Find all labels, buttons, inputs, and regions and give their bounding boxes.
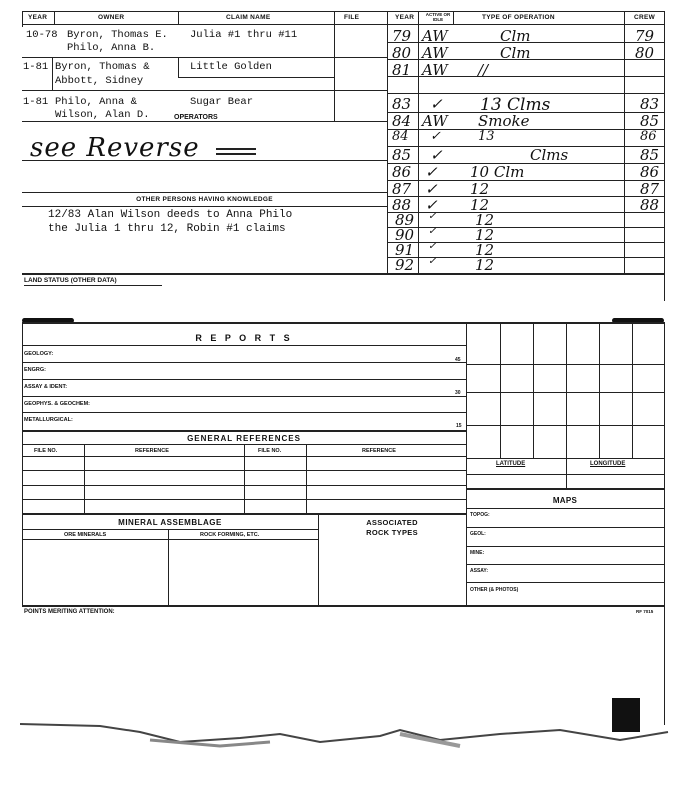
owner-row-2-year: 1-81 xyxy=(23,61,49,73)
rock-types-label: ROCK TYPES xyxy=(366,528,418,537)
owner-row-2-owner-2: Abbott, Sidney xyxy=(55,75,144,87)
report-metallurgical-num: 15 xyxy=(456,423,462,429)
op-status-10: ✓ xyxy=(425,196,438,214)
op-crew-7: 85 xyxy=(640,146,660,164)
op-year-7: 85 xyxy=(392,146,412,164)
op-year-12: 90 xyxy=(395,226,415,244)
points-meriting-label: POINTS MERITING ATTENTION: xyxy=(24,609,115,615)
op-crew-9: 87 xyxy=(640,180,660,198)
header-file: FILE xyxy=(344,14,360,21)
report-engrg-label: ENGRG: xyxy=(24,367,46,373)
scan-noise-strip xyxy=(20,712,670,762)
maps-geol-label: GEOL: xyxy=(470,531,486,537)
op-type-3: // xyxy=(478,61,489,79)
op-type-1: Clm xyxy=(500,27,531,45)
ref-col-file-no-1: FILE NO. xyxy=(34,448,58,454)
op-type-6: 13 xyxy=(478,129,495,144)
op-crew-8: 86 xyxy=(640,163,660,181)
op-type-7: Clms xyxy=(530,146,569,164)
op-status-4: ✓ xyxy=(430,95,443,113)
maps-title: MAPS xyxy=(552,496,578,505)
report-assay-label: ASSAY & IDENT: xyxy=(24,384,68,390)
latitude-label: LATITUDE xyxy=(496,461,526,467)
report-geology-label: GEOLOGY: xyxy=(24,351,54,357)
owner-row-3-year: 1-81 xyxy=(23,96,49,108)
op-year-11: 89 xyxy=(395,211,415,229)
op-crew-1: 79 xyxy=(635,27,655,45)
op-type-9: 12 xyxy=(470,180,490,198)
op-year-14: 92 xyxy=(395,256,415,274)
report-assay-num: 30 xyxy=(455,390,461,396)
op-crew-10: 88 xyxy=(640,196,660,214)
associated-label: ASSOCIATED xyxy=(366,518,418,527)
op-crew-5: 85 xyxy=(640,112,660,130)
header-active-idle: ACTIVE OR IDLE xyxy=(425,12,451,22)
op-year-13: 91 xyxy=(395,241,415,259)
op-type-4: 13 Clms xyxy=(480,95,551,115)
owner-row-3-owner-2: Wilson, Alan D. xyxy=(55,109,150,121)
op-status-14: ✓ xyxy=(428,256,437,267)
maps-assay-label: ASSAY: xyxy=(470,568,489,574)
op-type-2: Clm xyxy=(500,44,531,62)
form-number: RF 7015 xyxy=(636,609,654,614)
header-claim-name: CLAIM NAME xyxy=(226,14,271,21)
owner-row-1-owner-2: Philo, Anna B. xyxy=(67,42,156,54)
header-year-ops: YEAR xyxy=(395,14,415,21)
owner-row-1-owner: Byron, Thomas E. xyxy=(67,29,168,41)
op-type-5: Smoke xyxy=(478,112,530,130)
op-type-14: 12 xyxy=(475,256,495,274)
op-year-6: 84 xyxy=(392,129,409,144)
op-year-2: 80 xyxy=(392,44,412,62)
op-year-10: 88 xyxy=(392,196,412,214)
op-status-12: ✓ xyxy=(428,226,437,237)
header-year: YEAR xyxy=(28,14,48,21)
report-geology-num: 45 xyxy=(455,357,461,363)
op-crew-4: 83 xyxy=(640,95,660,113)
op-year-4: 83 xyxy=(392,95,412,113)
op-crew-6: 86 xyxy=(640,129,657,144)
op-status-11: ✓ xyxy=(428,211,437,222)
rock-forming-label: ROCK FORMING, ETC. xyxy=(200,532,260,538)
op-type-8: 10 Clm xyxy=(470,163,525,181)
maps-topog-label: TOPOG: xyxy=(470,512,490,518)
op-type-12: 12 xyxy=(475,226,495,244)
owner-row-3-owner: Philo, Anna & xyxy=(55,96,137,108)
see-reverse-note: see Reverse xyxy=(30,133,200,163)
op-status-1: AW xyxy=(422,27,448,45)
reports-title: R E P O R T S xyxy=(195,333,293,343)
ore-minerals-label: ORE MINERALS xyxy=(64,532,107,538)
ref-col-file-no-2: FILE NO. xyxy=(258,448,282,454)
ref-col-reference-1: REFERENCE xyxy=(135,448,169,454)
op-type-11: 12 xyxy=(475,211,495,229)
maps-other-label: OTHER (& PHOTOS) xyxy=(470,587,519,593)
op-year-1: 79 xyxy=(392,27,412,45)
owner-row-2-owner: Byron, Thomas & xyxy=(55,61,150,73)
report-geophys-label: GEOPHYS. & GEOCHEM: xyxy=(24,401,91,407)
header-crew: CREW xyxy=(634,14,656,21)
op-status-7: ✓ xyxy=(430,146,443,164)
op-year-8: 86 xyxy=(392,163,412,181)
op-status-9: ✓ xyxy=(425,180,438,198)
op-status-2: AW xyxy=(422,44,448,62)
maps-mine-label: MINE: xyxy=(470,550,485,556)
op-status-8: ✓ xyxy=(425,163,438,181)
report-metallurgical-label: METALLURGICAL: xyxy=(24,417,73,423)
owner-row-2-claim: Little Golden xyxy=(190,61,272,73)
op-status-13: ✓ xyxy=(428,241,437,252)
header-type-of-operation: TYPE OF OPERATION xyxy=(482,14,555,21)
op-type-13: 12 xyxy=(475,241,495,259)
general-references-title: GENERAL REFERENCES xyxy=(187,434,301,443)
mineral-assemblage-title: MINERAL ASSEMBLAGE xyxy=(118,518,222,527)
longitude-label: LONGITUDE xyxy=(590,461,626,467)
op-status-6: ✓ xyxy=(430,129,441,144)
header-owner: OWNER xyxy=(98,14,125,21)
other-persons-line-1: 12/83 Alan Wilson deeds to Anna Philo xyxy=(48,209,293,221)
ref-col-reference-2: REFERENCE xyxy=(362,448,396,454)
owner-row-1-claim: Julia #1 thru #11 xyxy=(190,29,298,41)
other-persons-line-2: the Julia 1 thru 12, Robin #1 claims xyxy=(48,223,286,235)
land-status-label: LAND STATUS (OTHER DATA) xyxy=(24,277,117,284)
op-status-3: AW xyxy=(422,61,448,79)
op-year-9: 87 xyxy=(392,180,412,198)
other-persons-label: OTHER PERSONS HAVING KNOWLEDGE xyxy=(136,196,273,203)
operators-label: OPERATORS xyxy=(174,114,218,121)
op-type-10: 12 xyxy=(470,196,490,214)
op-year-5: 84 xyxy=(392,112,412,130)
owner-row-1-year: 10-78 xyxy=(26,29,58,41)
owner-row-3-claim: Sugar Bear xyxy=(190,96,254,108)
op-year-3: 81 xyxy=(392,61,412,79)
op-status-5: AW xyxy=(422,112,448,130)
op-crew-2: 80 xyxy=(635,44,655,62)
